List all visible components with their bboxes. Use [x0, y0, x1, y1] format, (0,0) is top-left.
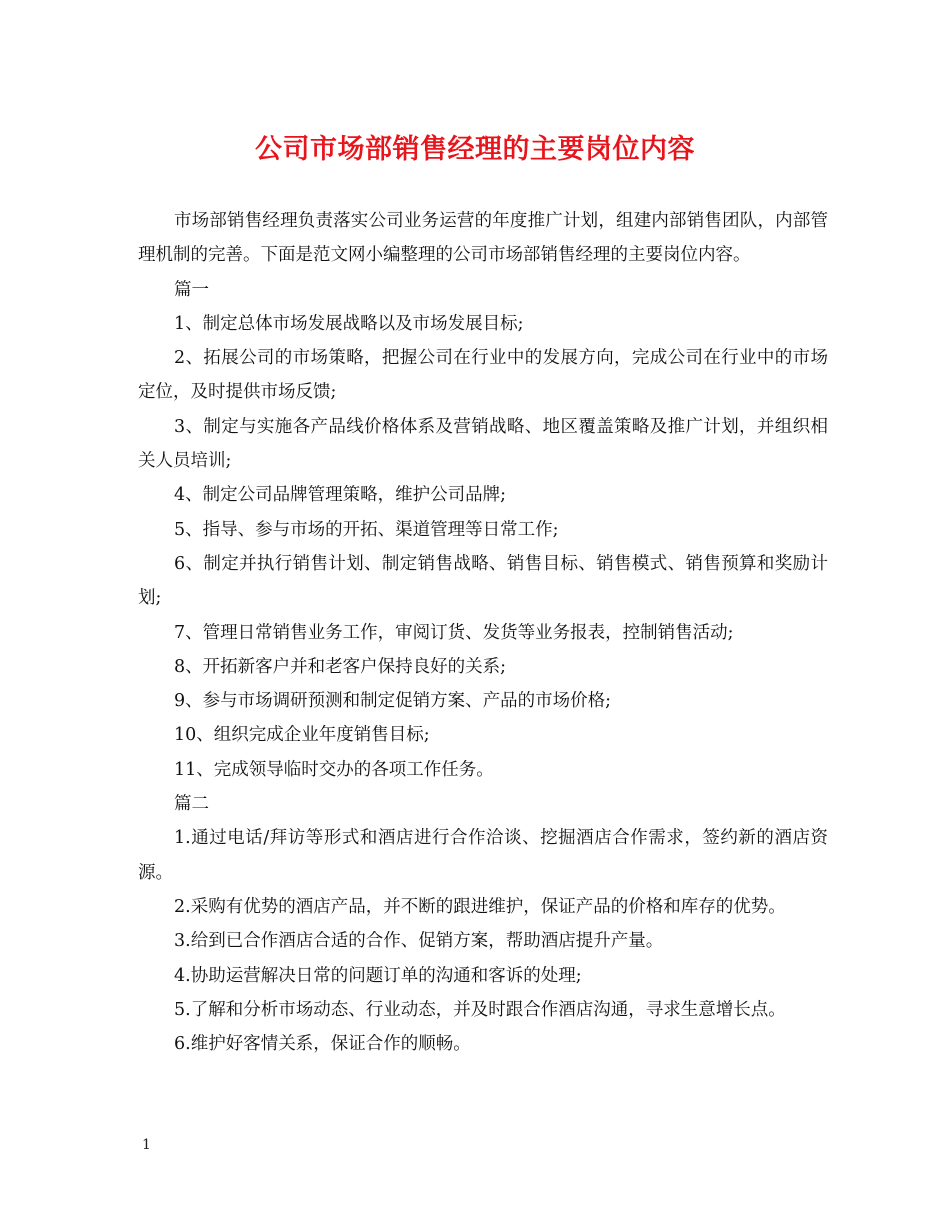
list-item: 4.协助运营解决日常的问题订单的沟通和客诉的处理; [174, 965, 582, 986]
page-title: 公司市场部销售经理的主要岗位内容 [255, 134, 695, 165]
list-item: 3.给到已合作酒店合适的合作、促销方案，帮助酒店提升产量。 [174, 931, 664, 952]
intro-paragraph: 市场部销售经理负责落实公司业务运营的年度推广计划，组建内部销售团队，内部管理机制的完善。下面是范文网小编整理的公司市场部销售经理的主要岗位内容。 [138, 211, 828, 266]
list-item: 1、制定总体市场发展战略以及市场发展目标; [174, 313, 524, 334]
list-item: 10、组织完成企业年度销售目标; [174, 725, 430, 746]
list-item: 6.维护好客情关系，保证合作的顺畅。 [174, 1034, 471, 1055]
list-item: 5、指导、参与市场的开拓、渠道管理等日常工作; [174, 519, 559, 540]
list-item: 3、制定与实施各产品线价格体系及营销战略、地区覆盖策略及推广计划，并组织相关人员培训; [138, 416, 828, 472]
document-body [138, 204, 828, 1061]
list-item: 8、开拓新客户并和老客户保持良好的关系; [174, 656, 507, 677]
list-item: 9、参与市场调研预测和制定促销方案、产品的市场价格; [174, 691, 612, 712]
section-heading-2: 篇二 [174, 794, 209, 815]
list-item: 6、制定并执行销售计划、制定销售战略、销售目标、销售模式、销售预算和奖励计划; [138, 553, 828, 609]
list-item: 11、完成领导临时交办的各项工作任务。 [174, 759, 494, 780]
page-number: 1 [142, 1137, 151, 1153]
list-item: 2.采购有优势的酒店产品，并不断的跟进维护，保证产品的价格和库存的优势。 [174, 896, 786, 917]
list-item: 5.了解和分析市场动态、行业动态，并及时跟合作酒店沟通，寻求生意增长点。 [174, 999, 786, 1020]
list-item: 2、拓展公司的市场策略，把握公司在行业中的发展方向，完成公司在行业中的市场定位，及时提供市场反馈; [138, 348, 828, 403]
list-item: 4、制定公司品牌管理策略，维护公司品牌; [174, 485, 507, 506]
list-item: 1.通过电话/拜访等形式和酒店进行合作洽谈、挖掘酒店合作需求，签约新的酒店资源。 [138, 828, 828, 883]
section-heading-1: 篇一 [174, 279, 209, 300]
list-item: 7、管理日常销售业务工作，审阅订货、发货等业务报表，控制销售活动; [174, 622, 734, 643]
